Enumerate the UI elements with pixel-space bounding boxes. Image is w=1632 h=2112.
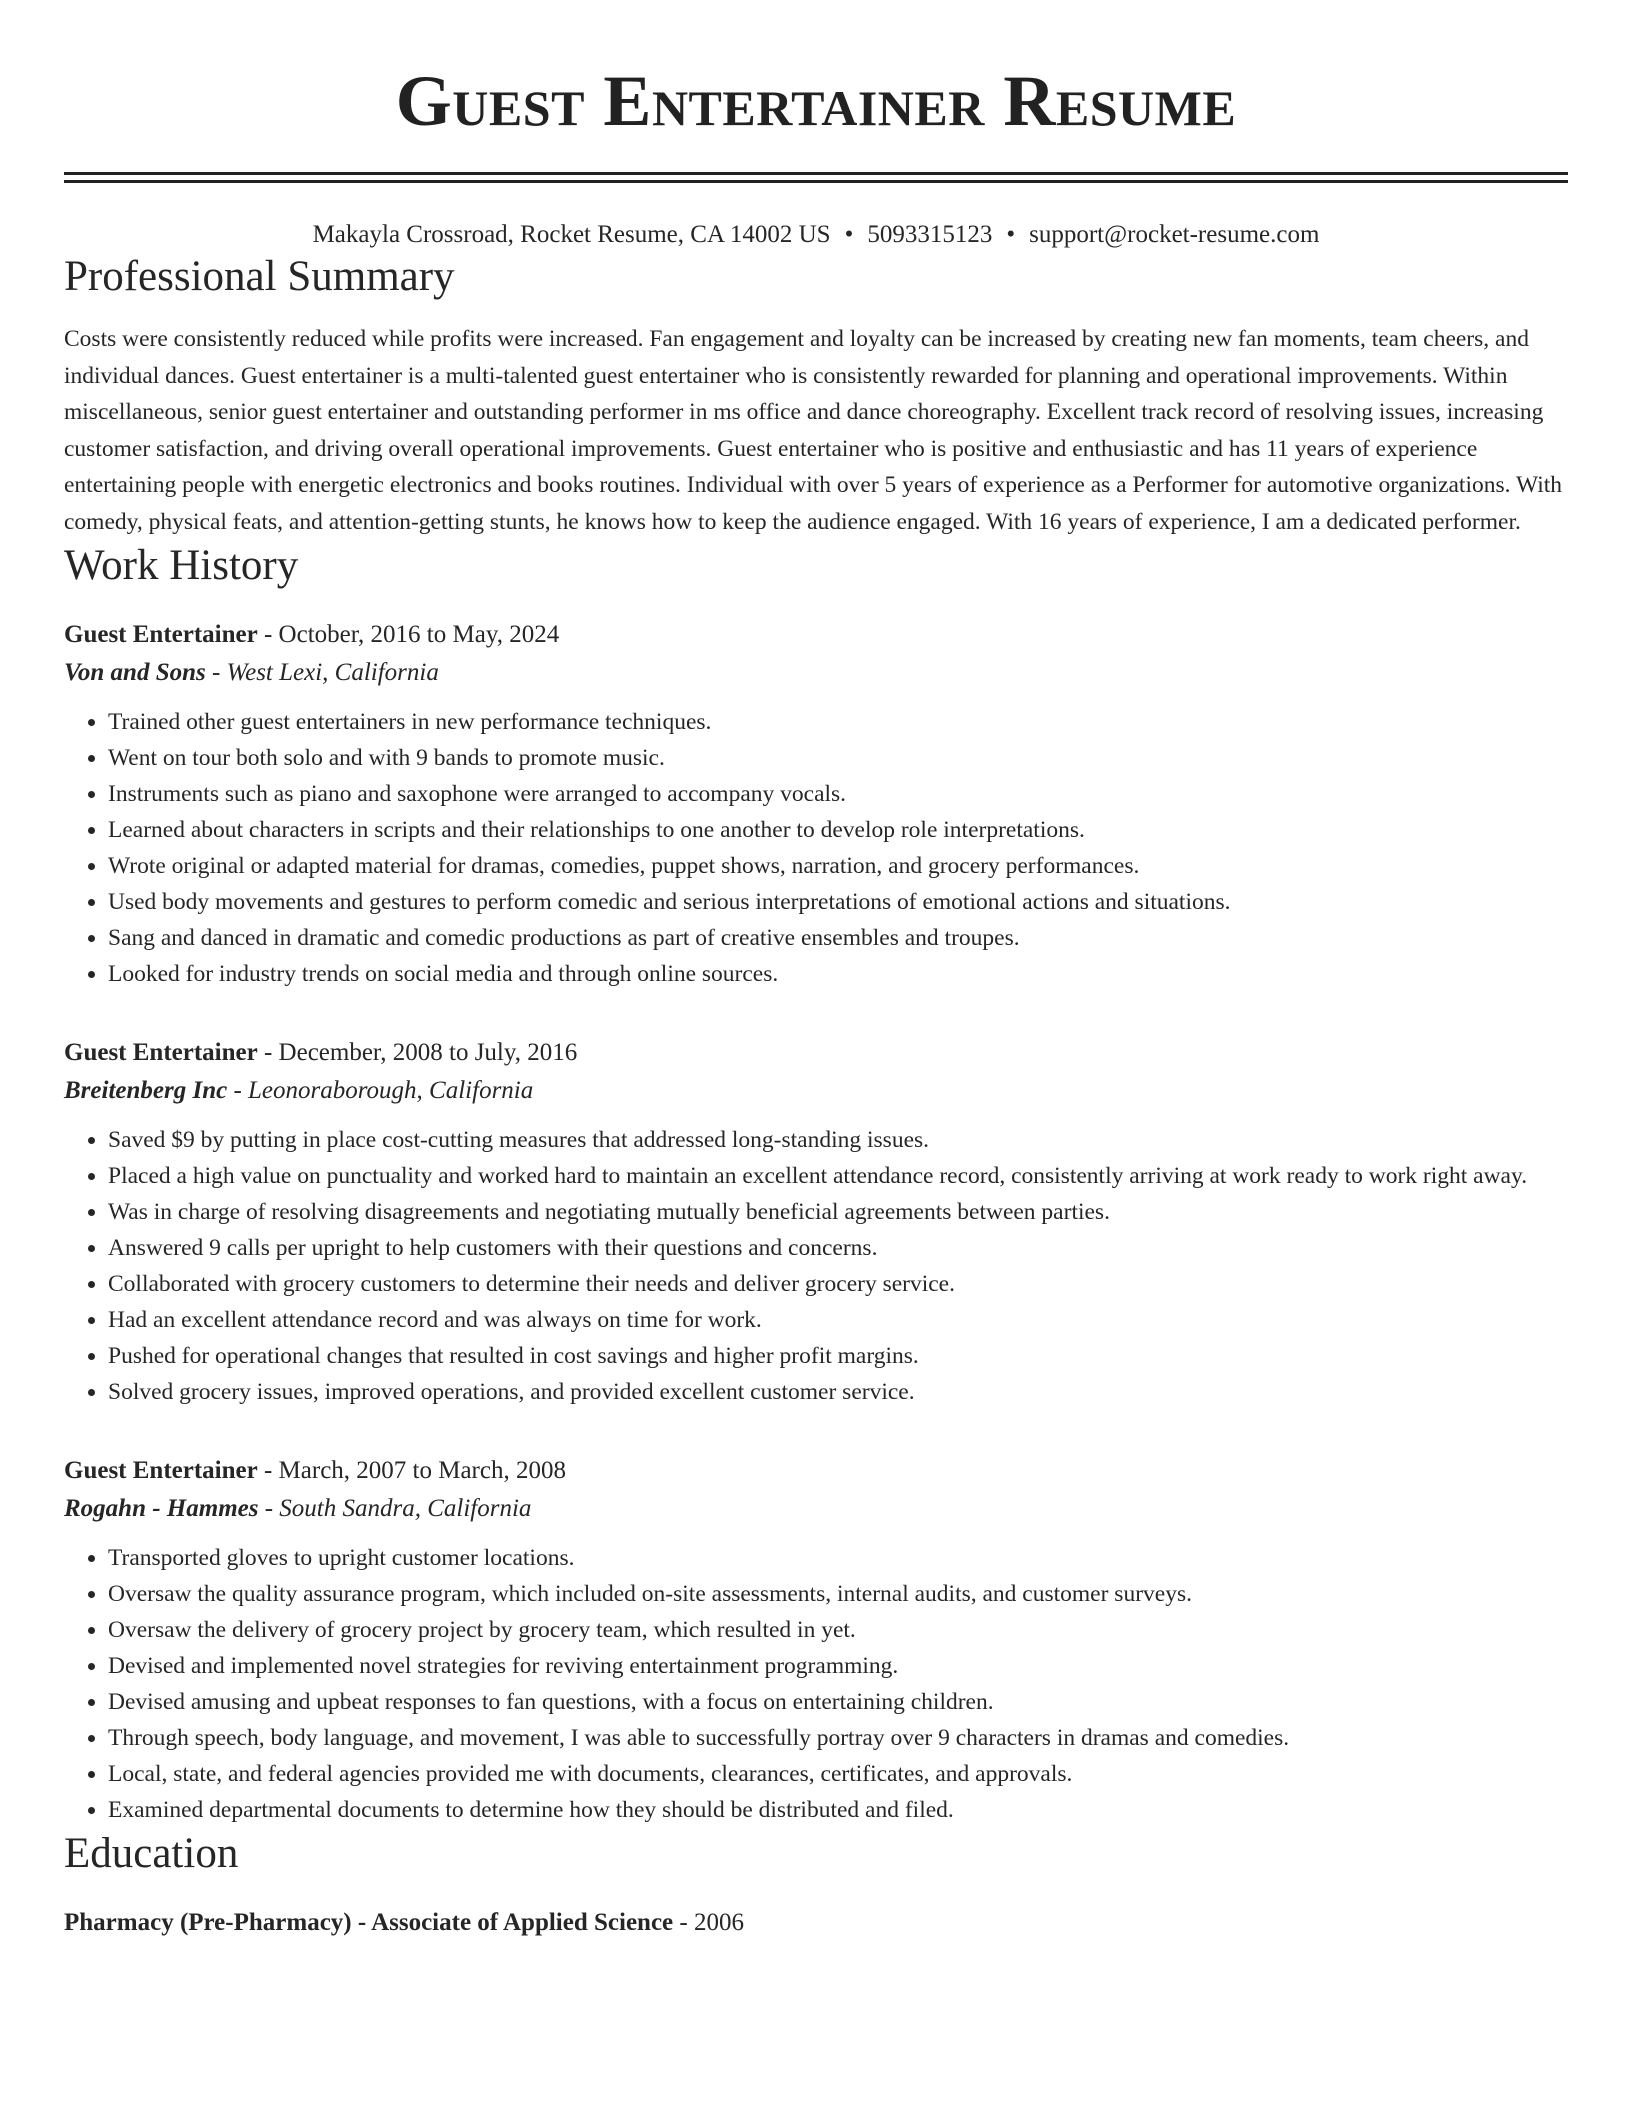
list-item: • Through speech, body language, and movement, I was able to successfully portray over 9 characters in dramas and comedies. bbox=[108, 1720, 1568, 1756]
contact-separator: • bbox=[1006, 221, 1016, 248]
job-dates: - March, 2007 to March, 2008 bbox=[257, 1457, 566, 1484]
education-degree: Pharmacy (Pre-Pharmacy) - Associate of Applied Science bbox=[64, 1909, 674, 1936]
list-item: • Went on tour both solo and with 9 bands to promote music. bbox=[108, 740, 1568, 776]
list-item: • Sang and danced in dramatic and comedic productions as part of creative ensembles and troupes. bbox=[108, 920, 1568, 956]
contact-line bbox=[64, 219, 1568, 251]
list-item: • Devised and implemented novel strategies for reviving entertainment programming. bbox=[108, 1648, 1568, 1684]
job-company-line bbox=[64, 1072, 1568, 1110]
list-item: • Used body movements and gestures to perform comedic and serious interpretations of emotional actions and situations. bbox=[108, 884, 1568, 920]
job-entry bbox=[64, 1452, 1568, 1828]
list-item: • Looked for industry trends on social media and through online sources. bbox=[108, 956, 1568, 992]
title-double-rule bbox=[64, 172, 1568, 183]
summary-heading: Professional Summary bbox=[64, 253, 455, 300]
education-entry bbox=[64, 1904, 1568, 1942]
list-item: • Answered 9 calls per upright to help customers with their questions and concerns. bbox=[108, 1230, 1568, 1266]
job-company: Von and Sons bbox=[64, 659, 206, 686]
education-year: - 2006 bbox=[673, 1909, 744, 1936]
job-entry bbox=[64, 616, 1568, 992]
education-heading: Education bbox=[64, 1830, 239, 1877]
list-item: • Saved $9 by putting in place cost-cutting measures that addressed long-standing issues. bbox=[108, 1122, 1568, 1158]
list-item: • Devised amusing and upbeat responses to fan questions, with a focus on entertaining children. bbox=[108, 1684, 1568, 1720]
list-item: • Local, state, and federal agencies provided me with documents, clearances, certificates, and approvals. bbox=[108, 1756, 1568, 1792]
job-entry bbox=[64, 1034, 1568, 1410]
job-company: Rogahn - Hammes bbox=[64, 1495, 259, 1522]
summary-text: Costs were consistently reduced while profits were increased. Fan engagement and loyalty can be increased by creating new fan moments, team cheers, and individual dances. Guest entertainer is a multi-talented guest entertainer who is consistently rewarded for planning and operational improvements. Within miscellaneous, senior guest entertainer and outstanding performer in ms office and dance choreography. Excellent track record of resolving issues, increasing customer satisfaction, and driving overall operational improvements. Guest entertainer who is positive and enthusiastic and has 11 years of experience entertaining people with energetic electronics and books routines. Individual with over 5 years of experience as a Performer for automotive organizations. With comedy, physical feats, and attention-getting stunts, he knows how to keep the audience engaged. With 16 years of experience, I am a dedicated performer. bbox=[64, 326, 1563, 535]
list-item: • Wrote original or adapted material for dramas, comedies, puppet shows, narration, and grocery performances. bbox=[108, 848, 1568, 884]
job-company: Breitenberg Inc bbox=[64, 1077, 228, 1104]
contact-phone: 5093315123 bbox=[867, 221, 993, 248]
list-item: • Was in charge of resolving disagreements and negotiating mutually beneficial agreements between parties. bbox=[108, 1194, 1568, 1230]
list-item: • Placed a high value on punctuality and worked hard to maintain an excellent attendance record, consistently arriving at work ready to work right away. bbox=[108, 1158, 1568, 1194]
job-location: - South Sandra, California bbox=[258, 1495, 532, 1522]
contact-separator: • bbox=[844, 221, 854, 248]
resume-title: Guest Entertainer Resume bbox=[395, 61, 1237, 141]
job-title-line bbox=[64, 616, 1568, 654]
list-item: • Trained other guest entertainers in new performance techniques. bbox=[108, 704, 1568, 740]
list-item: • Collaborated with grocery customers to determine their needs and deliver grocery service. bbox=[108, 1266, 1568, 1302]
list-item: • Oversaw the quality assurance program, which included on-site assessments, internal audits, and customer surveys. bbox=[108, 1576, 1568, 1612]
job-company-line bbox=[64, 654, 1568, 692]
list-item: • Instruments such as piano and saxophone were arranged to accompany vocals. bbox=[108, 776, 1568, 812]
list-item: • Had an excellent attendance record and was always on time for work. bbox=[108, 1302, 1568, 1338]
contact-address: Makayla Crossroad, Rocket Resume, CA 14002 US bbox=[312, 221, 831, 248]
job-bullets bbox=[64, 704, 1568, 992]
job-location: - Leonoraborough, California bbox=[227, 1077, 534, 1104]
job-dates: - December, 2008 to July, 2016 bbox=[257, 1039, 578, 1066]
job-bullets bbox=[64, 1122, 1568, 1410]
list-item: • Oversaw the delivery of grocery project by grocery team, which resulted in yet. bbox=[108, 1612, 1568, 1648]
job-title: Guest Entertainer bbox=[64, 621, 258, 648]
list-item: • Transported gloves to upright customer locations. bbox=[108, 1540, 1568, 1576]
job-title-line bbox=[64, 1034, 1568, 1072]
job-company-line bbox=[64, 1490, 1568, 1528]
list-item: • Learned about characters in scripts and their relationships to one another to develop role interpretations. bbox=[108, 812, 1568, 848]
job-title: Guest Entertainer bbox=[64, 1039, 258, 1066]
list-item: • Pushed for operational changes that resulted in cost savings and higher profit margins. bbox=[108, 1338, 1568, 1374]
job-title-line bbox=[64, 1452, 1568, 1490]
contact-email: support@rocket-resume.com bbox=[1029, 221, 1320, 248]
work-history-heading: Work History bbox=[64, 542, 299, 589]
job-dates: - October, 2016 to May, 2024 bbox=[257, 621, 560, 648]
list-item: • Examined departmental documents to determine how they should be distributed and filed. bbox=[108, 1792, 1568, 1828]
list-item: • Solved grocery issues, improved operations, and provided excellent customer service. bbox=[108, 1374, 1568, 1410]
job-title: Guest Entertainer bbox=[64, 1457, 258, 1484]
job-location: - West Lexi, California bbox=[205, 659, 439, 686]
job-bullets bbox=[64, 1540, 1568, 1828]
